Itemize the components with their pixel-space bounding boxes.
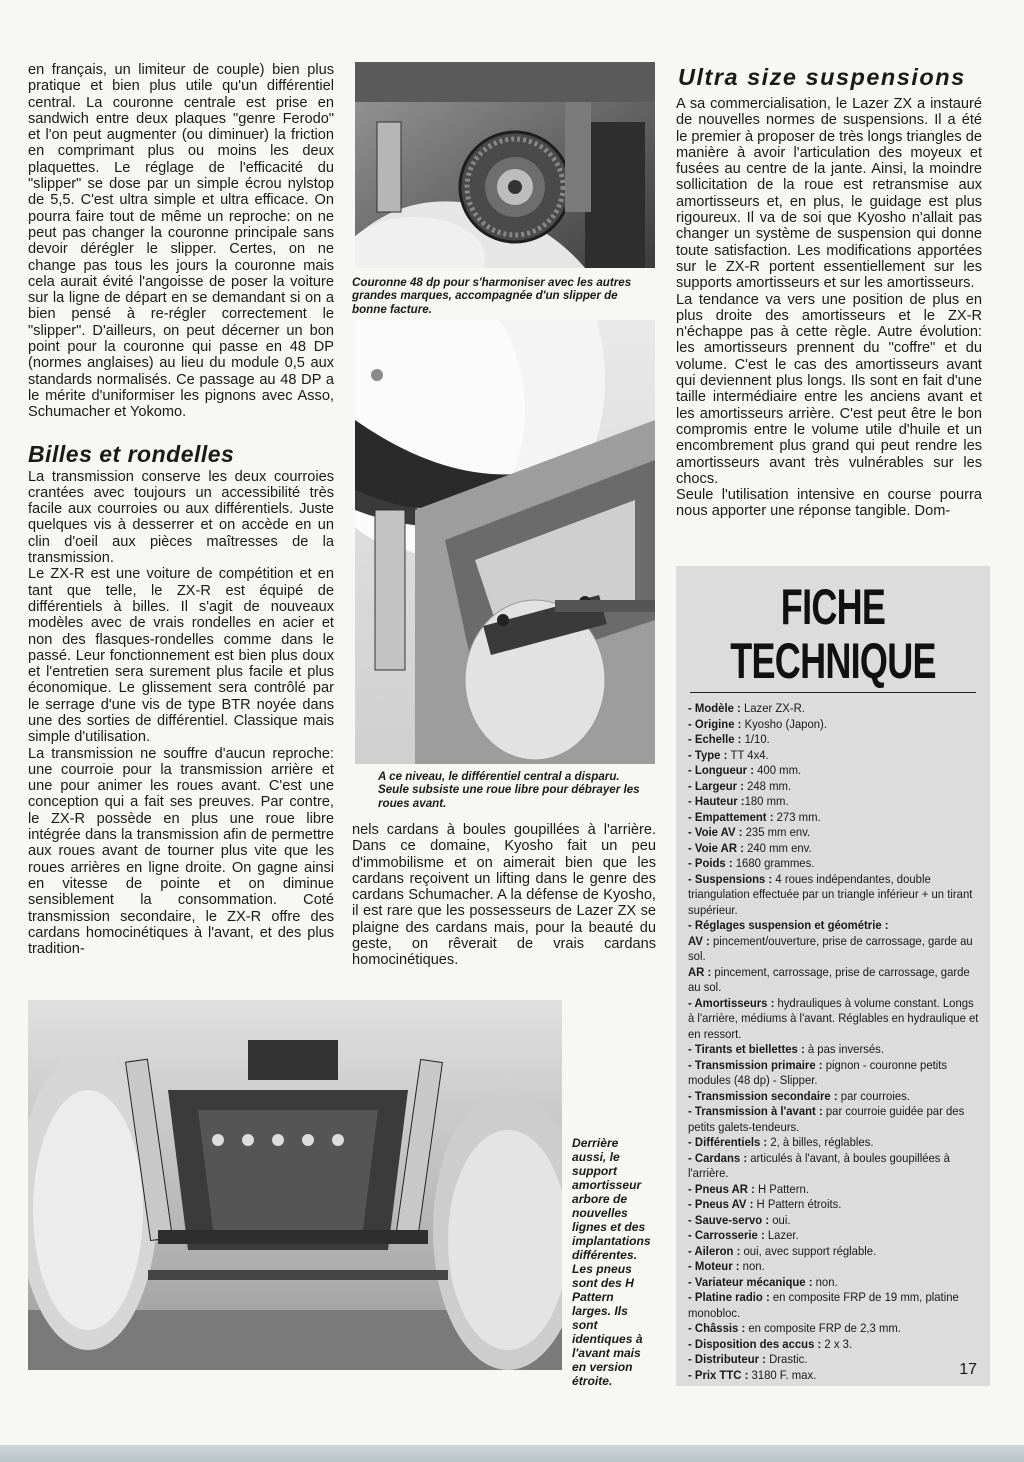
- fiche-spec-label: - Transmission primaire :: [688, 1057, 826, 1072]
- fiche-spec-label: - Sauve-servo :: [688, 1212, 773, 1227]
- fiche-spec-item: [688, 1368, 982, 1384]
- fiche-spec-value: 2, à billes, réglables.: [770, 1135, 874, 1149]
- fiche-spec-value: 1/10.: [744, 732, 770, 746]
- caption-slipper: Couronne 48 dp pour s'harmoniser avec les autres grandes marques, accompagnée d'un slipper de bonne facture.: [352, 276, 632, 316]
- fiche-spec-value: TT 4x4.: [730, 747, 769, 762]
- fiche-spec-value: pincement, carrossage, prise de carrossage, garde au sol.: [688, 964, 970, 994]
- fiche-spec-value: par courroie guidée par des petits galets-tendeurs.: [688, 1104, 965, 1134]
- fiche-spec-value: H Pattern.: [757, 1181, 809, 1196]
- caption-central-diff: A ce niveau, le différentiel central a disparu. Seule subsiste une roue libre pour débrayer les roues avant.: [378, 770, 640, 810]
- fiche-spec-label: - Réglages suspension et géométrie :: [688, 918, 889, 932]
- fiche-spec-value: articulés à l'avant, à boules goupillées à l'arrière.: [688, 1150, 950, 1180]
- fiche-spec-item: [688, 872, 982, 919]
- fiche-spec-label: - Pneus AR :: [688, 1181, 758, 1196]
- fiche-spec-value: pincement/ouverture, prise de carrossage, garde au sol.: [688, 933, 973, 963]
- fiche-technique-box: [676, 566, 990, 1386]
- fiche-spec-list: [676, 701, 990, 1383]
- fiche-spec-item: [688, 1151, 982, 1182]
- fiche-spec-item: [688, 965, 982, 996]
- fiche-spec-value: 273 mm.: [776, 809, 821, 824]
- fiche-spec-label: - Pneus AV :: [688, 1197, 757, 1211]
- fiche-spec-item: [688, 1135, 982, 1151]
- fiche-spec-item: [688, 825, 982, 841]
- paragraph: Seule l'utilisation intensive en course pourra nous apporter une réponse tangible. Dom-: [676, 487, 982, 520]
- intro-paragraph: en français, un limiteur de couple) bien plus pratique et bien plus utile qu'un différentiel central. La couronne centrale est prise en sandwich entre deux plaques "genre Ferodo" et l'on peut augmenter (ou diminuer) la friction en comprimant plus ou moins les deux plaquettes. Le réglage de l'efficacité du "slipper" se dose par un simple écrou nylstop de 5,5. C'est ultra simple et ultra efficace. On pourra faire tout de même un reproche: on ne peut pas changer la couronne principale sans devoir dérégler le slipper. Certes, on ne change pas tous les jours la couronne mais cela aurait évité l'angoisse de poser la voiture sur la ligne de départ en se demandant si on a bien pensé à re-régler correctement le "slipper". D'ailleurs, on peut décerner un bon point pour la couronne qui passe en 48 DP (normes anglaises) au lieu du module 0,5 aux standards normalisés. Ce passage au 48 DP a le mérite d'uniformiser les pignons avec Asso, Schumacher et Yokomo.: [28, 62, 334, 421]
- fiche-spec-label: - Hauteur :: [688, 794, 745, 808]
- fiche-spec-label: - Voie AR :: [688, 840, 748, 855]
- fiche-spec-item: [688, 1228, 982, 1244]
- paragraph: A sa commercialisation, le Lazer ZX a instauré de nouvelles normes de suspensions. Il a été le premier à proposer de très longs triangles de manière à avoir l'articulation des moyeux et fusées au centre de la jante. Ainsi, la moindre sollicitation de la roue est retransmise aux amortisseurs et, en plus, le guidage est plus rigoureux. Il va de soi que Kyosho n'allait pas changer un système de suspension qui donne toute satisfaction. Les modifications apportées sur le ZX-R portent essentiellement sur les supports amortisseurs et sur les amortisseurs.: [676, 96, 982, 292]
- fiche-spec-value: en composite FRP de 19 mm, platine monobloc.: [688, 1290, 959, 1320]
- fiche-spec-label: - Origine :: [688, 716, 745, 731]
- fiche-spec-item: [688, 934, 982, 965]
- fiche-spec-item: [688, 996, 982, 1043]
- fiche-spec-item: [688, 732, 982, 748]
- fiche-spec-value: à pas inversés.: [807, 1042, 884, 1056]
- fiche-spec-item: [688, 1275, 982, 1291]
- fiche-spec-item: [688, 810, 982, 826]
- fiche-spec-label: - Echelle :: [688, 732, 745, 746]
- fiche-spec-label: - Suspensions :: [688, 871, 776, 886]
- fiche-spec-item: [688, 717, 982, 733]
- fiche-spec-item: [688, 794, 982, 810]
- fiche-spec-label: - Prix TTC :: [688, 1367, 752, 1382]
- fiche-spec-value: oui.: [772, 1212, 791, 1227]
- fiche-spec-value: oui, avec support réglable.: [743, 1243, 877, 1258]
- photo-slipper-gear: [355, 62, 655, 268]
- fiche-spec-label: - Tirants et biellettes :: [688, 1042, 808, 1056]
- fiche-spec-item: [688, 1213, 982, 1229]
- fiche-spec-label: - Longueur :: [688, 763, 758, 777]
- fiche-spec-label: AR :: [688, 964, 715, 979]
- fiche-spec-label: - Type :: [688, 747, 731, 762]
- fiche-spec-value: Drastic.: [769, 1352, 808, 1366]
- fiche-spec-value: 3180 F. max.: [751, 1367, 817, 1382]
- photo-rear-suspension: [28, 1000, 562, 1370]
- fiche-spec-label: - Amortisseurs :: [688, 995, 778, 1010]
- fiche-spec-value: Lazer.: [767, 1228, 799, 1242]
- fiche-spec-value: 4 roues indépendantes, double triangulation effectuée par un triangle inférieur + un tirant supérieur.: [688, 871, 973, 917]
- paragraph: nels cardans à boules goupillées à l'arrière. Dans ce domaine, Kyosho fait un peu d'immobilisme et on aimerait bien que les cardans reçoivent un lifting dans le genre des cardans Schumacher. A la défense de Kyosho, il est rare que les possesseurs de Lazer ZX se plaigne des cardans mais, pour la beauté du geste, on rêverait de vrais cardans homocinétiques.: [352, 822, 656, 969]
- fiche-spec-value: pignon - couronne petits modules (48 dp) - Slipper.: [688, 1057, 948, 1087]
- fiche-spec-item: [688, 1259, 982, 1275]
- page-number: 17: [959, 1361, 977, 1378]
- paragraph: La tendance va vers une position de plus en plus droite des amortisseurs et le ZX-R n'échappe pas à cette règle. Autre évolution: les amortisseurs prennent du "coffre" et du volume. C'est le cas des amortisseurs avant qui deviennent plus longs. Ils sont en fait d'une taille intermédiaire entre les anciens avant et les amortisseurs arrière. C'est peut être le bon compromis entre le volume utile d'huile et un encombrement plus grand qui peut rendre les amortisseurs avant très vulnérables sur les chocs.: [676, 291, 982, 487]
- fiche-spec-item: [688, 856, 982, 872]
- column-middle: [352, 822, 656, 969]
- fiche-spec-item: [688, 1352, 982, 1368]
- fiche-spec-label: - Poids :: [688, 856, 736, 870]
- fiche-spec-value: hydrauliques à volume constant. Longs à l'arrière, médiums à l'avant. Réglables en hydraulique et en ressort.: [688, 995, 979, 1041]
- fiche-spec-label: - Voie AV :: [688, 825, 746, 839]
- fiche-spec-value: 235 mm env.: [745, 825, 811, 839]
- heading-ultra-size-suspensions: Ultra size suspensions: [678, 64, 966, 90]
- fiche-divider: [690, 692, 976, 693]
- caption-rear-suspension: Derrière aussi, le support amortisseur arbore de nouvelles lignes et des implantations différentes. Les pneus sont des H Pattern larges. Ils sont identiques à l'avant mais en version étroite.: [572, 1136, 651, 1388]
- fiche-spec-label: - Largeur :: [688, 778, 748, 793]
- fiche-spec-value: non.: [742, 1259, 765, 1273]
- fiche-spec-label: AV :: [688, 933, 713, 948]
- fiche-spec-value: 240 mm env.: [747, 840, 812, 855]
- fiche-spec-label: - Châssis :: [688, 1321, 749, 1335]
- fiche-spec-label: - Cardans :: [688, 1150, 751, 1165]
- column-right: [676, 62, 982, 520]
- fiche-spec-label: - Platine radio :: [688, 1290, 773, 1304]
- fiche-spec-item: [688, 1337, 982, 1353]
- fiche-spec-label: - Distributeur :: [688, 1352, 770, 1366]
- fiche-spec-item: [688, 1042, 982, 1058]
- fiche-spec-item: [688, 1104, 982, 1135]
- fiche-spec-label: - Différentiels :: [688, 1135, 771, 1149]
- page-bottom-edge: [0, 1445, 1024, 1462]
- fiche-spec-label: - Moteur :: [688, 1259, 743, 1273]
- photo-central-diff: [355, 320, 655, 764]
- fiche-spec-label: - Aileron :: [688, 1243, 744, 1258]
- fiche-spec-value: 1680 grammes.: [735, 856, 815, 870]
- fiche-spec-label: - Empattement :: [688, 809, 777, 824]
- fiche-spec-item: [688, 1058, 982, 1089]
- fiche-spec-label: - Variateur mécanique :: [688, 1274, 816, 1289]
- fiche-spec-value: Kyosho (Japon).: [744, 716, 827, 731]
- fiche-spec-value: 180 mm.: [744, 794, 789, 808]
- fiche-spec-value: non.: [815, 1274, 838, 1289]
- fiche-spec-item: [688, 1197, 982, 1213]
- fiche-spec-label: - Transmission secondaire :: [688, 1088, 841, 1103]
- fiche-title: FICHE TECHNIQUE: [730, 579, 936, 689]
- fiche-spec-item: [688, 748, 982, 764]
- fiche-spec-label: - Disposition des accus :: [688, 1336, 825, 1351]
- fiche-spec-label: - Carrosserie :: [688, 1228, 768, 1242]
- fiche-spec-label: - Modèle :: [688, 701, 744, 715]
- fiche-spec-label: - Transmission à l'avant :: [688, 1104, 826, 1118]
- fiche-spec-value: 2 x 3.: [824, 1336, 853, 1351]
- fiche-spec-item: [688, 1244, 982, 1260]
- paragraph: Le ZX-R est une voiture de compétition et en tant que telle, le ZX-R est équipé de différentiels à billes. Il s'agit de nouveaux modèles avec de vrais rondelles en acier et non des flasques-rondelles comme dans le passé. Leur fonctionnement est bien plus doux et l'entretien sera surement plus facile et plus économique. Le glissement sera contrôlé par le serrage d'une vis de type BTR noyée dans une des sorties de différentiel. Classique mais simple d'utilisation.: [28, 566, 334, 746]
- fiche-spec-item: [688, 779, 982, 795]
- fiche-spec-item: [688, 841, 982, 857]
- column-left: [28, 62, 334, 957]
- fiche-spec-value: H Pattern étroits.: [756, 1197, 842, 1211]
- paragraph: La transmission ne souffre d'aucun reproche: une courroie pour la transmission arrière et une pour animer les roues avant. C'est une conception qui a fait ses preuves. Par contre, le ZX-R possède en plus une roue libre intégrée dans la transmission afin de permettre aux roues avant de tourner plus vite que les roues arrières en ligne droite. On gagne ainsi en vitesse de pointe et on diminue sensiblement la consommation. Coté transmission secondaire, le ZX-R offre des cardans homocinétiques à l'avant, et des plus tradition-: [28, 745, 334, 958]
- fiche-spec-item: [688, 1290, 982, 1321]
- fiche-spec-value: 400 mm.: [757, 763, 802, 777]
- fiche-spec-item: [688, 701, 982, 717]
- fiche-spec-value: en composite FRP de 2,3 mm.: [748, 1321, 901, 1335]
- fiche-spec-value: Lazer ZX-R.: [743, 701, 805, 715]
- paragraph: La transmission conserve les deux courroies crantées avec toujours un accessibilité très facile aux courroies ou aux différentiels. Juste quelques vis à desserrer et on accède en un clin d'oeil aux pièces maîtresses de la transmission.: [28, 468, 334, 567]
- fiche-spec-item: [688, 918, 982, 934]
- fiche-spec-item: [688, 763, 982, 779]
- fiche-spec-item: [688, 1089, 982, 1105]
- fiche-spec-item: [688, 1321, 982, 1337]
- heading-billes-rondelles: Billes et rondelles: [28, 440, 235, 467]
- fiche-spec-value: 248 mm.: [747, 778, 792, 793]
- fiche-spec-value: par courroies.: [840, 1088, 910, 1103]
- fiche-spec-item: [688, 1182, 982, 1198]
